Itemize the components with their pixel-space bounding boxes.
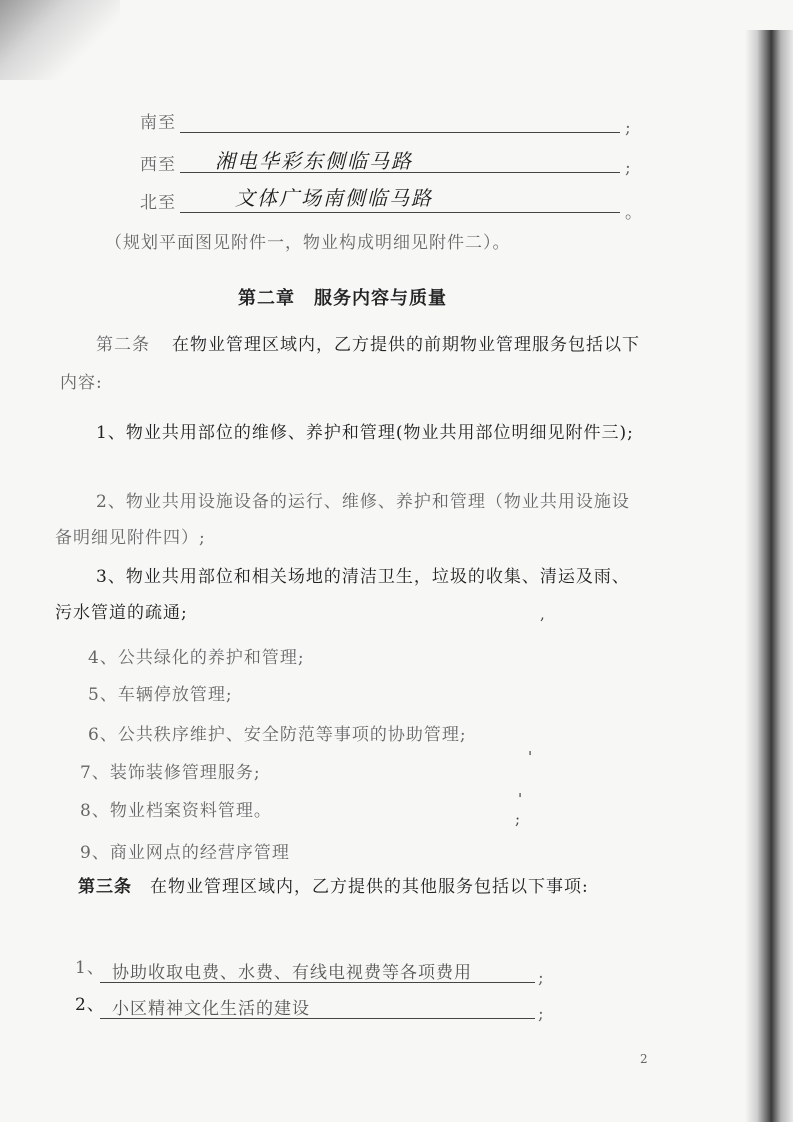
scan-speck: ;: [515, 810, 521, 828]
north-value: 文体广场南侧临马路: [235, 186, 433, 210]
attachment-note: （规划平面图见附件一，物业构成明细见附件二）。: [105, 233, 511, 253]
article3-item-1-underline: [100, 982, 535, 983]
article3-intro: 在物业管理区域内，乙方提供的其他服务包括以下事项:: [150, 877, 589, 897]
chapter-title: 第二章 服务内容与质量: [238, 288, 447, 309]
article3-item-2-num: 2、: [75, 995, 105, 1015]
south-underline: [180, 132, 620, 133]
north-underline: [180, 212, 620, 213]
west-end: ;: [625, 158, 632, 178]
article3-item-1-num: 1、: [75, 958, 105, 978]
article3-heading: 第三条: [78, 877, 132, 897]
west-label: 西至: [140, 155, 176, 175]
article2-item-8: 8、物业档案资料管理。: [80, 801, 272, 821]
north-end: 。: [625, 203, 643, 223]
scan-shadow-edge: [745, 30, 793, 1122]
article3-item-2-end: ;: [538, 1004, 545, 1024]
article3-item-2-text: 小区精神文化生活的建设: [112, 999, 310, 1019]
article2-item-3-cont: 污水管道的疏通;: [55, 603, 188, 623]
page-number: 2: [640, 1052, 649, 1066]
scan-speck: ': [518, 790, 523, 808]
article2-item-5: 5、车辆停放管理;: [88, 685, 233, 705]
article2-item-1: 1、物业共用部位的维修、养护和管理(物业共用部位明细见附件三);: [96, 423, 634, 443]
article2-item-7: 7、装饰装修管理服务;: [80, 763, 261, 783]
south-label: 南至: [140, 113, 176, 133]
article2-item-2-cont: 备明细见附件四）;: [55, 528, 206, 548]
west-value: 湘电华彩东侧临马路: [215, 149, 413, 173]
scan-shadow-corner: [0, 0, 120, 80]
article2-item-4: 4、公共绿化的养护和管理;: [88, 648, 305, 668]
article3-item-1-end: ;: [538, 968, 545, 988]
article3-item-1-text: 协助收取电费、水费、有线电视费等各项费用: [112, 963, 472, 983]
article2-item-9: 9、商业网点的经营序管理: [80, 843, 290, 863]
scan-speck: ,: [540, 605, 545, 623]
article2-item-6: 6、公共秩序维护、安全防范等事项的协助管理;: [88, 725, 467, 745]
north-label: 北至: [140, 193, 176, 213]
article3-item-2-underline: [100, 1018, 535, 1019]
article2-intro-cont: 内容:: [60, 373, 103, 393]
west-underline: [180, 172, 620, 173]
article2-heading: 第二条: [96, 335, 150, 355]
article2-item-3: 3、物业共用部位和相关场地的清洁卫生，垃圾的收集、清运及雨、: [96, 567, 630, 587]
scan-speck: ': [528, 748, 533, 766]
south-end: ;: [625, 118, 632, 138]
article2-intro: 在物业管理区域内，乙方提供的前期物业管理服务包括以下: [172, 335, 640, 355]
article2-item-2: 2、物业共用设施设备的运行、维修、养护和管理（物业共用设施设: [96, 492, 630, 512]
